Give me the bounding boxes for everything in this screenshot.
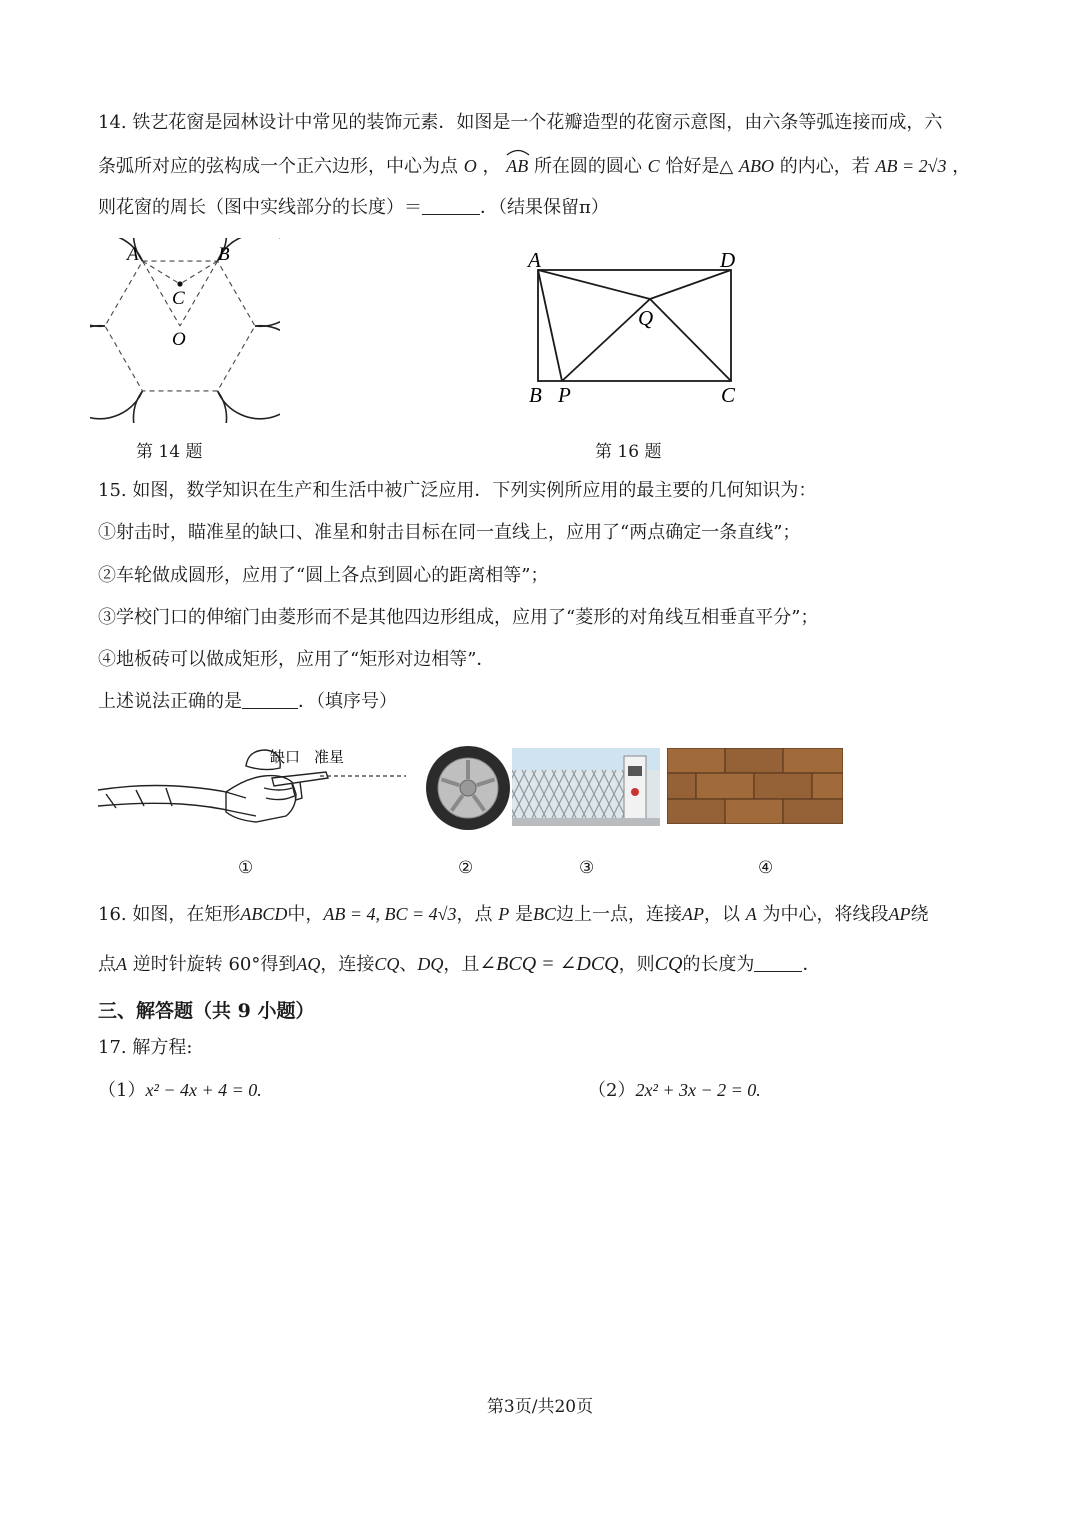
q16-angle-equation: ∠BCQ = ∠DCQ <box>479 953 619 975</box>
q16-text: 的长度为 <box>682 954 755 975</box>
q14-point-o: O <box>463 156 477 176</box>
segment-pq <box>562 299 650 381</box>
flower-arc <box>134 238 227 261</box>
q16-text: ，连接 <box>320 954 375 975</box>
q14-text: 条弧所对应的弦构成一个正六边形，中心为点 <box>98 156 458 177</box>
q16-side-bc: BC <box>533 904 557 924</box>
q16-segment-ap: AP <box>888 904 911 924</box>
floor-tile-image <box>667 748 843 824</box>
label-notch: 缺口 <box>270 748 301 766</box>
q16-text: 、 <box>399 954 418 975</box>
q17-title: 17. 解方程: <box>98 1037 193 1058</box>
answer-blank <box>754 953 802 972</box>
image-caption-1: ① <box>238 858 254 878</box>
point-c-dot <box>177 281 182 286</box>
q14-text: 所在圆的圆心 <box>533 156 642 177</box>
q14-text: ．（结果保留π） <box>480 197 609 218</box>
q16-text: ，以 <box>704 904 741 925</box>
q14-arc-ab <box>506 154 528 178</box>
segment-aq <box>538 270 650 299</box>
label-o: O <box>172 329 186 350</box>
q16-segment-cq: CQ <box>374 954 400 974</box>
answer-blank <box>422 196 480 215</box>
q14-point-c: C <box>647 156 660 176</box>
gate-image <box>512 748 660 826</box>
part-label: （2） <box>588 1080 636 1101</box>
q16-segment-ap: AP <box>682 904 705 924</box>
q14-text: ， <box>952 156 971 177</box>
q16-text: 点 <box>98 954 116 975</box>
q16-equation: AB = 4, BC = 4√3 <box>323 904 457 924</box>
q17-part-1 <box>98 1078 262 1103</box>
q16-text: 绕 <box>910 904 929 925</box>
q16-text: 16. 如图，在矩形 <box>98 904 241 925</box>
section-title: 三、解答题（共 9 小题） <box>98 1000 315 1022</box>
flower-arc <box>134 391 227 423</box>
q16-segment-cq: CQ <box>654 953 683 975</box>
q16-text: 是 <box>515 904 533 925</box>
answer-blank <box>242 690 298 709</box>
q14-equation: AB = 2√3 <box>875 156 947 176</box>
segment-dq <box>650 270 731 299</box>
q15-item-1: ①射击时，瞄准星的缺口、准星和射击目标在同一直线上，应用了“两点确定一条直线”； <box>98 522 801 543</box>
label-c: C <box>721 383 736 407</box>
q14-text: 的内心，若 <box>779 156 870 177</box>
q17-part-2 <box>588 1078 761 1103</box>
figure-16-caption: 第 16 题 <box>595 442 662 462</box>
q16-segment-dq: DQ <box>417 954 444 974</box>
q14-line-2 <box>98 154 970 179</box>
q15-text: 上述说法正确的是 <box>98 691 242 712</box>
q16-text: 中， <box>287 904 324 925</box>
label-p: P <box>558 383 571 407</box>
q16-text: ，且 <box>443 954 480 975</box>
segment-ap <box>538 270 562 381</box>
q15-text: ．（填序号） <box>298 691 397 712</box>
q16-text: 边上一点，连接 <box>556 904 683 925</box>
image-caption-2: ② <box>458 858 474 878</box>
label-front-sight: 准星 <box>314 748 345 766</box>
q14-text: 则花窗的周长（图中实线部分的长度）＝ <box>98 197 422 218</box>
q15-ask <box>98 690 397 714</box>
label-q: Q <box>638 306 654 330</box>
image-caption-3: ③ <box>579 858 595 878</box>
label-a: A <box>528 248 541 272</box>
q16-text: ． <box>802 954 821 975</box>
dashed-hexagon <box>105 261 255 391</box>
label-b: B <box>529 383 542 407</box>
q16-text: ，则 <box>618 954 655 975</box>
q16-line-1 <box>98 902 928 927</box>
q14-line-1: 14. 铁艺花窗是园林设计中常见的装饰元素．如图是一个花瓣造型的花窗示意图，由六条等弧连接而成，六 <box>98 112 943 133</box>
segment-cq <box>650 299 731 381</box>
q16-segment-aq: AQ <box>296 954 321 974</box>
image-caption-4: ④ <box>758 858 774 878</box>
q16-text: ，点 <box>456 904 493 925</box>
q14-line-3 <box>98 196 609 220</box>
equation-2: 2x² + 3x − 2 = 0. <box>635 1080 761 1100</box>
figure-16 <box>520 245 750 410</box>
label-b: B <box>218 244 230 265</box>
figure-14 <box>90 238 280 423</box>
figure-14-caption: 第 14 题 <box>136 442 203 462</box>
soldier-legs <box>98 786 256 817</box>
q14-arc-text: AB <box>506 156 529 176</box>
arc-symbol <box>506 148 530 156</box>
q16-point-a: A <box>745 904 757 924</box>
q15-item-2: ②车轮做成圆形，应用了“圆上各点到圆心的距离相等”； <box>98 565 549 586</box>
part-label: （1） <box>98 1080 146 1101</box>
q14-text: ， <box>482 156 501 177</box>
q16-text: 为中心，将线段 <box>762 904 889 925</box>
q14-triangle-abo: ABO <box>739 156 774 176</box>
wheel-image <box>425 745 511 831</box>
label-d: D <box>720 248 736 272</box>
q16-text: 逆时针旋转 60°得到 <box>132 954 297 975</box>
label-a: A <box>127 244 139 265</box>
equation-1: x² − 4x + 4 = 0. <box>145 1080 262 1100</box>
flower-arc <box>218 326 281 419</box>
page-footer: 第3页/共20页 <box>486 1397 594 1417</box>
q15-item-4: ④地板砖可以做成矩形，应用了“矩形对边相等”． <box>98 649 495 670</box>
q16-point-p: P <box>498 904 510 924</box>
soldier-arm <box>264 788 294 800</box>
shooter-illustration <box>96 728 408 832</box>
rectangle-abcd <box>538 270 731 381</box>
label-c: C <box>172 288 185 309</box>
q14-text: 恰好是△ <box>665 156 734 177</box>
q15-item-3: ③学校门口的伸缩门由菱形而不是其他四边形组成，应用了“菱形的对角线互相垂直平分”； <box>98 607 819 628</box>
q16-rect-abcd: ABCD <box>240 904 288 924</box>
q15-line-1: 15. 如图，数学知识在生产和生活中被广泛应用．下列实例所应用的最主要的几何知识为： <box>98 480 817 501</box>
q16-point-a: A <box>116 954 127 974</box>
q16-line-2 <box>98 952 820 977</box>
